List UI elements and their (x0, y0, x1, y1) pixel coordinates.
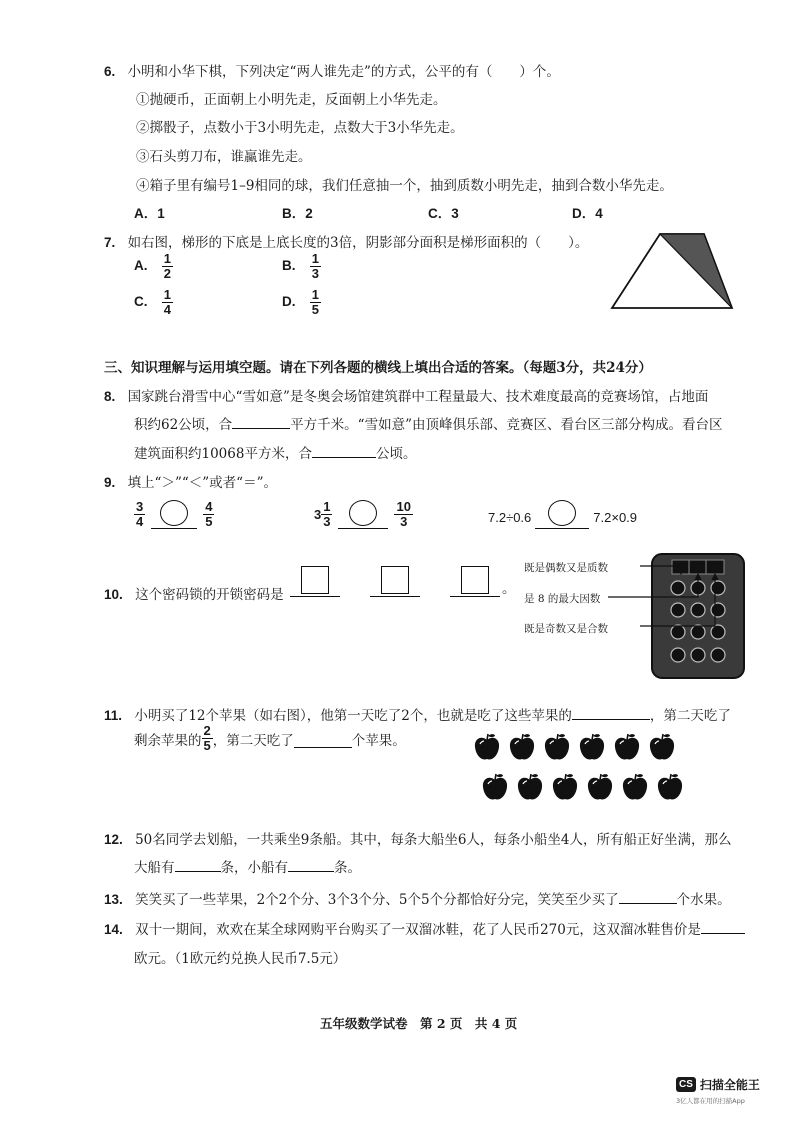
q6-choice-a[interactable]: A．1 (134, 206, 165, 221)
section-3-title: 三、知识理解与运用填空题。请在下列各题的横线上填出合适的答案。（每题3分，共24分） (104, 360, 652, 376)
q7-choice-a-letter: A. (134, 258, 148, 273)
q6-option-2: ②掷骰子，点数小于3小明先走，点数大于3小华先走。 (136, 120, 464, 136)
q11-number: 11. (104, 708, 123, 723)
q10-number: 10. (104, 587, 123, 602)
q13-line-a: 笑笑买了一些苹果，2个2个分、3个3个分、5个5个分都恰好分完，笑笑至少买了 (135, 892, 619, 908)
q7-choice-b[interactable] (282, 252, 321, 281)
q12-line-1-text: 50名同学去划船，一共乘坐9条船。其中，每条大船坐6人，每条小船坐4人，所有船正好坐满，那么 (135, 832, 732, 848)
q7-choice-d-letter: D. (282, 294, 296, 309)
q7-choice-c[interactable] (134, 288, 173, 317)
q9-compare-2 (314, 500, 413, 529)
page-footer: 五年级数学试卷 第 2 页 共 4 页 (320, 1016, 518, 1031)
q13-line-b: 个水果。 (676, 892, 731, 908)
q10-end: 。 (502, 581, 516, 597)
q10-label-2: 是 8 的最大因数 (524, 593, 601, 605)
q10-label-3: 既是奇数又是合数 (524, 623, 608, 635)
q6-stem-text: 小明和小华下棋，下列决定“两人谁先走”的方式，公平的有（ ）个。 (127, 64, 560, 80)
q9-stem (104, 471, 277, 491)
q6-choice-b[interactable]: B．2 (282, 206, 313, 221)
q7-choice-b-fraction: $\frac{1}{3}$ (311, 251, 320, 281)
apple (472, 732, 502, 762)
q12-line-1 (104, 828, 732, 848)
q11-line-1a: 小明买了12个苹果（如右图），他第一天吃了2个，也就是吃了这些苹果的 (134, 708, 572, 724)
q11-blank-2[interactable] (294, 735, 352, 748)
q8-line-2a: 积约62公顷，合 (134, 417, 233, 433)
q14-line-1 (104, 918, 745, 938)
q10-box-2[interactable] (370, 566, 420, 597)
apple (480, 772, 510, 802)
q10-answer-boxes (290, 566, 516, 597)
q9-c3-right: 7.2×0.9 (593, 510, 638, 525)
q8-blank-2[interactable] (312, 445, 376, 458)
q10-box-1[interactable] (290, 566, 340, 597)
q14-blank[interactable] (701, 921, 745, 934)
q9-c2-left: $\frac{1}{3}$ (323, 499, 331, 529)
q11-line-2c: 个苹果。 (351, 732, 406, 749)
lock-display (672, 560, 724, 574)
q11-line-1b: ，第二天吃了 (649, 708, 731, 724)
q7-choice-a-fraction: $\frac{1}{2}$ (163, 251, 172, 281)
apple (515, 772, 545, 802)
q13-line (104, 888, 731, 908)
q7-stem (104, 231, 588, 251)
q14-number: 14. (104, 922, 123, 937)
apple (550, 772, 580, 802)
q8-line-3 (134, 442, 416, 462)
q6-stem (104, 60, 560, 80)
q9-c3-circle[interactable] (548, 500, 576, 526)
q9-c2-whole: 3 (314, 507, 322, 522)
q12-blank-2[interactable] (288, 859, 334, 872)
q14-line-2: 欧元。（1欧元约兑换人民币7.5元） (134, 951, 347, 967)
q8-line-1 (104, 385, 708, 405)
q7-choice-c-fraction: $\frac{1}{4}$ (163, 287, 172, 317)
q7-choice-d-fraction: $\frac{1}{5}$ (311, 287, 320, 317)
apple (647, 732, 677, 762)
apple (542, 732, 572, 762)
scanner-tagline: 3亿人都在用的扫描App (676, 1097, 745, 1105)
q6-choice-c[interactable]: C．3 (428, 206, 459, 221)
q10-stem (104, 583, 284, 603)
q7-stem-text: 如右图，梯形的下底是上底长度的3倍，阴影部分面积是梯形面积的（ ）。 (127, 235, 589, 251)
q8-line-1-text: 国家跳台滑雪中心“雪如意”是冬奥会场馆建筑群中工程量最大、技术难度最高的竞赛场馆，占地面 (127, 389, 709, 405)
q11-line-2b: ，第二天吃了 (212, 732, 294, 749)
q6-choice-d[interactable]: D．4 (572, 206, 603, 221)
q6-option-4: ④箱子里有编号1–9相同的球，我们任意抽一个，抽到质数小明先走，抽到合数小华先走。 (136, 178, 673, 194)
apple (585, 772, 615, 802)
q8-line-2b: 平方千米。“雪如意”由顶峰俱乐部、竞赛区、看台区三部分构成。看台区 (290, 417, 723, 433)
q9-c3-left: 7.2÷0.6 (488, 510, 532, 525)
q6-number: 6. (104, 64, 116, 79)
q7-choice-b-letter: B. (282, 258, 296, 273)
q7-choice-d[interactable] (282, 288, 321, 317)
q8-number: 8. (104, 389, 116, 404)
q12-blank-1[interactable] (175, 859, 221, 872)
q8-line-2 (134, 413, 723, 433)
q11-fraction: $\frac{2}{5}$ (203, 723, 211, 753)
q7-number: 7. (104, 235, 116, 250)
q9-compare-1 (134, 500, 214, 529)
q13-blank[interactable] (619, 891, 677, 904)
q13-number: 13. (104, 892, 123, 907)
q9-compare-3 (488, 500, 637, 529)
q14-line-1-text: 双十一期间，欢欢在某全球网购平台购买了一双溜冰鞋，花了人民币270元，这双溜冰鞋售价是 (135, 922, 701, 938)
q12-line-2c: 条。 (334, 860, 361, 876)
q12-line-2b: 条，小船有 (220, 860, 288, 876)
q9-c1-slot[interactable] (151, 500, 197, 529)
q11-blank-1[interactable] (572, 707, 650, 720)
q6-option-3: ③石头剪刀布，谁赢谁先走。 (136, 149, 312, 165)
scanner-name: 扫描全能王 (699, 1078, 760, 1092)
q8-line-3a: 建筑面积约10068平方米，合 (134, 446, 312, 462)
q9-c1-left: $\frac{3}{4}$ (136, 499, 144, 529)
keypad-lock-figure (560, 552, 750, 682)
q9-stem-text: 填上“＞”“＜”或者“＝”。 (127, 475, 277, 491)
apple (507, 732, 537, 762)
q9-number: 9. (104, 475, 116, 490)
q10-label-1: 既是偶数又是质数 (524, 562, 608, 574)
q12-line-2a: 大船有 (134, 860, 175, 876)
q11-line-2 (134, 724, 406, 753)
apple (612, 732, 642, 762)
q7-choice-a[interactable] (134, 252, 173, 281)
q12-line-2 (134, 856, 361, 876)
q10-box-3[interactable] (450, 566, 500, 597)
q9-c2-slot[interactable] (338, 500, 388, 529)
q9-c3-slot[interactable] (535, 500, 589, 529)
q8-line-3b: 公顷。 (375, 446, 417, 462)
q7-choice-c-letter: C. (134, 294, 148, 309)
q11-line-2a: 剩余苹果的 (134, 732, 202, 749)
q8-blank-1[interactable] (232, 416, 290, 429)
trapezoid-figure (608, 228, 738, 314)
q11-line-1 (104, 704, 731, 724)
q9-c1-right: $\frac{4}{5}$ (205, 499, 213, 529)
q9-c2-right: $\frac{10}{3}$ (396, 499, 411, 529)
q9-c2-circle[interactable] (349, 500, 377, 526)
q9-c1-circle[interactable] (160, 500, 188, 526)
apple (655, 772, 685, 802)
q10-stem-text: 这个密码锁的开锁密码是 (135, 587, 284, 603)
apple-figure (470, 728, 710, 808)
scanner-watermark (676, 1076, 760, 1093)
apple (577, 732, 607, 762)
scanner-logo-icon: CS (676, 1077, 696, 1092)
q12-number: 12. (104, 832, 123, 847)
apple (620, 772, 650, 802)
q6-option-1: ①抛硬币，正面朝上小明先走，反面朝上小华先走。 (136, 92, 447, 108)
